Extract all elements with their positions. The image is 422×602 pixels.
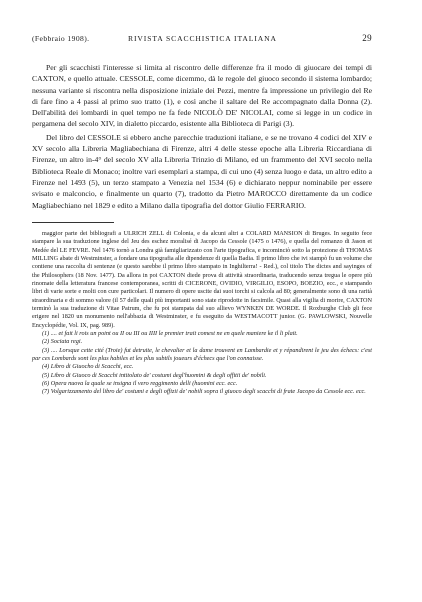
- book-page: [32, 34, 372, 397]
- main-text: [32, 62, 372, 211]
- footnote-7: (7) Volgarizzamento del libro de' costumi e degli offizii de' nobili sopra il giuoco degli scacchi di frate Jacopo da Cessole ecc. ecc.: [42, 388, 366, 396]
- footnote-divider: [32, 222, 114, 223]
- paragraph-caxton: Per gli scacchisti l'interesse si limita al riscontro delle differenze fra il modo di giuocare dei tempi di CAXTON, e quello attuale. CESSOLE, come dicemmo, dà le regole del giuoco secondo il sistema lombardo; nessuna variante si riscontra nella disposizione iniziale dei Pezzi, mentre fa impressione un privilegio del Re di fare fino a 4 passi al primo suo tratto (1), e così anche il saltare del Re accompagnato dalla Donna (2). Dell'abilità dei lombardi in quel tempo ne fa fede NICOLÒ DE' NICOLAI, come si legge in un codice in pergamena del secolo XIV, in dialetto piccardo, esistente alla Biblioteca di Parigi (3).: [32, 63, 372, 129]
- footnote-continued: maggior parte dei bibliografi a ULRICH ZELL di Colonia, e da alcuni altri a COLARD MANSION di Bruges. In seguito fece stampare la sua traduzione inglese del Jeu des eschez moralisé di Jacopo da Cessole (1475 o 1476), e quella del romanzo di Jason et Medée del LE FEVRE. Nel 1476 tornò a Londra già famigliarizzato con l'arte tipografica, e incominciò sotto la protezione di THOMAS MILLING abate di Westminster, a fondare una tipografia alle dipendenze di quella Badia. Il primo libro che ivi stampò fu un volume che contiene una raccolta di sentenze (e questo sarebbe il primo libro stampato in Inghilterra! - Red.), col titolo The dictes and sayinges of the Philosophers (18 Nov. 1477). Da allora in poi CAXTON diede prova di attività straordinaria, traducendo senza tregua le opere più rinomate della letteratura francese contemporanea, scritti di CICERONE, OVIDIO, VIRGILIO, ESOPO, BOEZIO, ecc., e stampando libri di varie sorte e molti con cure particolari. Il numero di opere uscite dai suoi torchi si calcola ad 80; generalmente sono di una rarità straordinaria e di sommo valore (il 57 delle quali più importanti sono state riprodotte in facsimile. Quasi alla vigilia di morire, CAXTON terminò la sua traduzione di Vitae Patrum, che fu poi stampata dal suo allievo WYNKEN DE WORDE. Il Roxburghe Club gli fece erigere nel 1820 un monumento nell'abbazia di Westminster, e fu eseguito da WESTMACOTT junior. (G. PAWLOWSKI, Nouvelle Encyclopédie, Vol. IX, pag. 989).: [32, 229, 372, 329]
- header-date: (Febbraio 1908).: [32, 34, 90, 43]
- footnote-5: (5) Libro di Giuoco di Scacchi intitolato de' costumi degl'huomini & degli offitii de' nobili.: [42, 371, 267, 379]
- footnotes: [32, 230, 372, 397]
- running-header: [32, 34, 372, 48]
- footnote-1: (1) .... et fait li rois un point ou II ou III ou IIII le premier trait comest ne en quele maniere ke il li plait.: [42, 329, 298, 337]
- footnote-6: (6) Opera nuova la quale se insigna il vero reggimento delli (huomini ecc. ecc.: [42, 380, 238, 388]
- footnote-4: (4) Libro di Giuocho di Scacchi, ecc.: [42, 363, 134, 371]
- paragraph-translations: Del libro del CESSOLE si ebbero anche parecchie traduzioni italiane, e se ne trovano 4 codici del XIV e XV secolo alla Libreria Magliabechiana di Firenze, altri 4 delle stesse epoche alla Libreria Riccardiana di Firenze, un altro in-4° del secolo XV alla Libreria Trinzio di Milano, ed un frammento del XVI secolo nella Biblioteca Reale di Monaco; inoltre vari esemplari a stampa, di cui uno (4) senza luogo e data, un altro edito a Firenze nel 1493 (5), un terzo stampato a Venezia nel 1534 (6) e dichiarato neppur nominabile per essere svisato e malconcio, e finalmente un quarto (7), tradotto da Pietro MAROCCO direttamente da un codice Magliabechiano nel 1829 e edito a Milano dalla tipografia del dottor Giulio FERRARIO.: [32, 132, 372, 210]
- footnote-3: (3) .... Lorsque cette cité (Troie) fut detruite, le chevalier et la dame trouvent en Lambardie et y répandirent le jeu des échecs: c'est par ces Lombards sont les plus habiles et les plus subtils joueurs d'échecs que l'on connaisse.: [32, 346, 372, 363]
- page-number: 29: [362, 33, 372, 43]
- footnote-2: (2) Sociata regi.: [42, 338, 83, 346]
- header-journal-title: RIVISTA SCACCHISTICA ITALIANA: [128, 34, 277, 43]
